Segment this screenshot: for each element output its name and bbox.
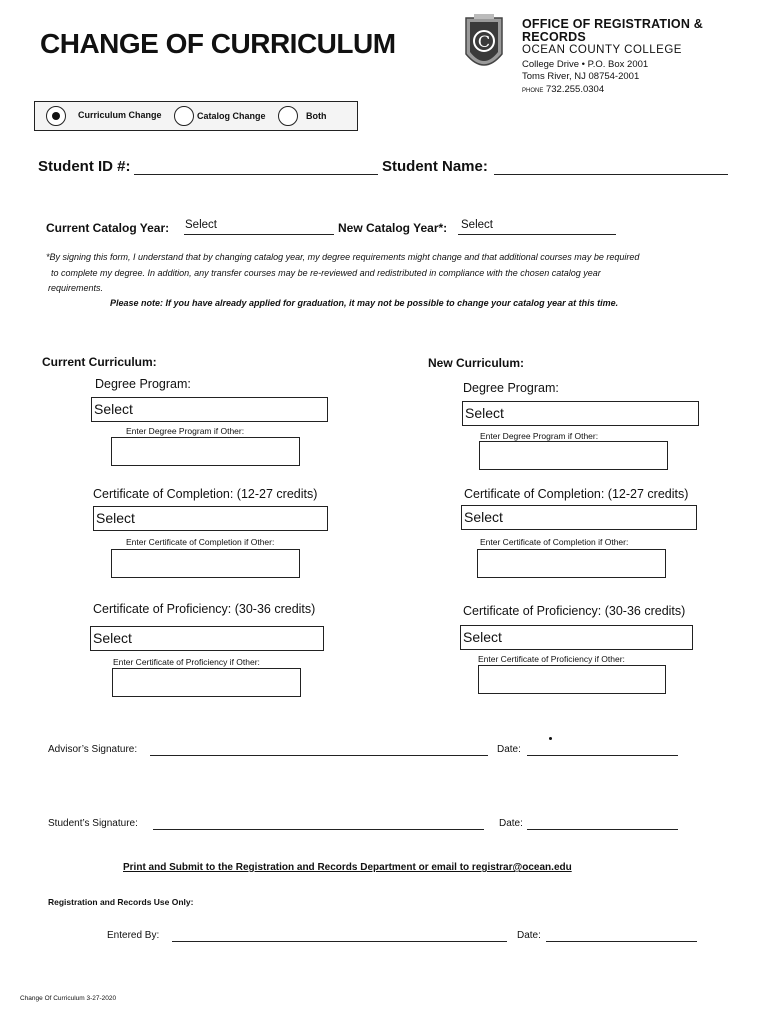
new-coc-other-label: Enter Certificate of Completion if Other: <box>480 537 629 547</box>
college-name: OCEAN COUNTY COLLEGE <box>522 44 682 56</box>
student-name-field[interactable] <box>494 174 728 175</box>
new-cop-label: Certificate of Proficiency: (30-36 credits) <box>463 604 686 618</box>
new-degree-other-label: Enter Degree Program if Other: <box>480 431 599 441</box>
current-catalog-year-select[interactable] <box>184 219 334 235</box>
new-catalog-year-value: Select <box>461 219 493 231</box>
current-cop-label: Certificate of Proficiency: (30-36 credits) <box>93 602 316 616</box>
office-info <box>522 18 770 94</box>
current-degree-label: Degree Program: <box>95 377 191 391</box>
college-seal-logo <box>462 14 506 76</box>
current-coc-label: Certificate of Completion: (12-27 credits) <box>93 487 318 501</box>
new-catalog-year-select[interactable] <box>458 219 616 235</box>
new-degree-select[interactable]: Select <box>462 401 699 426</box>
radio-selected-dot <box>52 112 60 120</box>
new-degree-other-input[interactable] <box>479 441 668 470</box>
current-cop-other-input[interactable] <box>112 668 301 697</box>
disclaimer-line-1: *By signing this form, I understand that by changing catalog year, my degree requirements might change and that additional courses may be required <box>46 252 640 262</box>
new-cop-other-input[interactable] <box>478 665 666 694</box>
student-date-field[interactable] <box>527 829 678 830</box>
form-version-footer: Change Of Curriculum 3-27-2020 <box>20 995 117 1002</box>
phone-line <box>522 85 770 95</box>
student-signature-label: Student’s Signature: <box>48 818 138 829</box>
entered-date-field[interactable] <box>546 941 697 942</box>
student-id-field[interactable] <box>134 174 378 175</box>
current-curriculum-heading: Current Curriculum: <box>42 355 157 369</box>
current-degree-select[interactable]: Select <box>91 397 328 422</box>
phone-number: 732.255.0304 <box>545 83 605 95</box>
student-id-label: Student ID #: <box>38 158 131 175</box>
radio-both[interactable] <box>278 106 298 126</box>
new-coc-select[interactable]: Select <box>461 505 697 530</box>
radio-curriculum-change[interactable] <box>46 106 66 126</box>
radio-label-both: Both <box>306 111 327 121</box>
address-line-1: College Drive • P.O. Box 2001 <box>522 58 649 70</box>
current-cop-other-label: Enter Certificate of Proficiency if Other: <box>113 657 260 667</box>
student-name-label: Student Name: <box>382 158 488 175</box>
disclaimer-line-2: to complete my degree. In addition, any transfer courses may be re-reviewed and redistributed in compliance with the chosen catalog year <box>51 267 601 278</box>
advisor-date-field[interactable] <box>527 755 678 756</box>
advisor-signature-label: Advisor’s Signature: <box>48 744 138 755</box>
current-catalog-year-value: Select <box>185 219 217 231</box>
radio-label-curriculum-change: Curriculum Change <box>78 110 162 120</box>
current-coc-select[interactable]: Select <box>93 506 328 531</box>
graduation-note: Please note: If you have already applied for graduation, it may not be possible to change your catalog year at this time. <box>110 298 619 308</box>
new-catalog-year-label: New Catalog Year*: <box>338 221 448 235</box>
current-degree-other-label: Enter Degree Program if Other: <box>126 426 245 436</box>
new-coc-other-input[interactable] <box>477 549 666 578</box>
office-name: OFFICE OF REGISTRATION & RECORDS <box>522 17 703 44</box>
current-degree-other-input[interactable] <box>111 437 300 466</box>
address-line-2: Toms River, NJ 08754-2001 <box>522 71 640 82</box>
page-title: CHANGE OF CURRICULUM <box>40 28 396 59</box>
catalog-disclaimer <box>46 250 746 297</box>
entered-by-label: Entered By: <box>107 930 160 941</box>
entered-date-label: Date: <box>517 930 541 941</box>
student-signature-field[interactable] <box>153 829 484 830</box>
new-cop-select[interactable]: Select <box>460 625 693 650</box>
bullet-dot <box>549 737 552 740</box>
advisor-signature-field[interactable] <box>150 755 488 756</box>
submit-instructions: Print and Submit to the Registration and Records Department or email to registrar@ocean.edu <box>123 862 572 873</box>
radio-label-catalog-change: Catalog Change <box>197 111 266 121</box>
new-curriculum-heading: New Curriculum: <box>428 356 525 370</box>
current-catalog-year-label: Current Catalog Year: <box>46 221 170 235</box>
entered-by-field[interactable] <box>172 941 507 942</box>
current-coc-other-input[interactable] <box>111 549 300 578</box>
office-use-heading: Registration and Records Use Only: <box>48 897 194 907</box>
phone-label: PHONE <box>522 87 544 94</box>
new-degree-label: Degree Program: <box>463 381 559 395</box>
new-cop-other-label: Enter Certificate of Proficiency if Other: <box>478 654 625 664</box>
student-date-label: Date: <box>499 818 523 829</box>
new-coc-label: Certificate of Completion: (12-27 credits) <box>464 487 689 501</box>
advisor-date-label: Date: <box>497 744 521 755</box>
svg-text:C: C <box>477 32 491 51</box>
current-cop-select[interactable]: Select <box>90 626 324 651</box>
current-coc-other-label: Enter Certificate of Completion if Other: <box>126 537 275 547</box>
disclaimer-line-3: requirements. <box>48 283 104 293</box>
radio-catalog-change[interactable] <box>174 106 194 126</box>
